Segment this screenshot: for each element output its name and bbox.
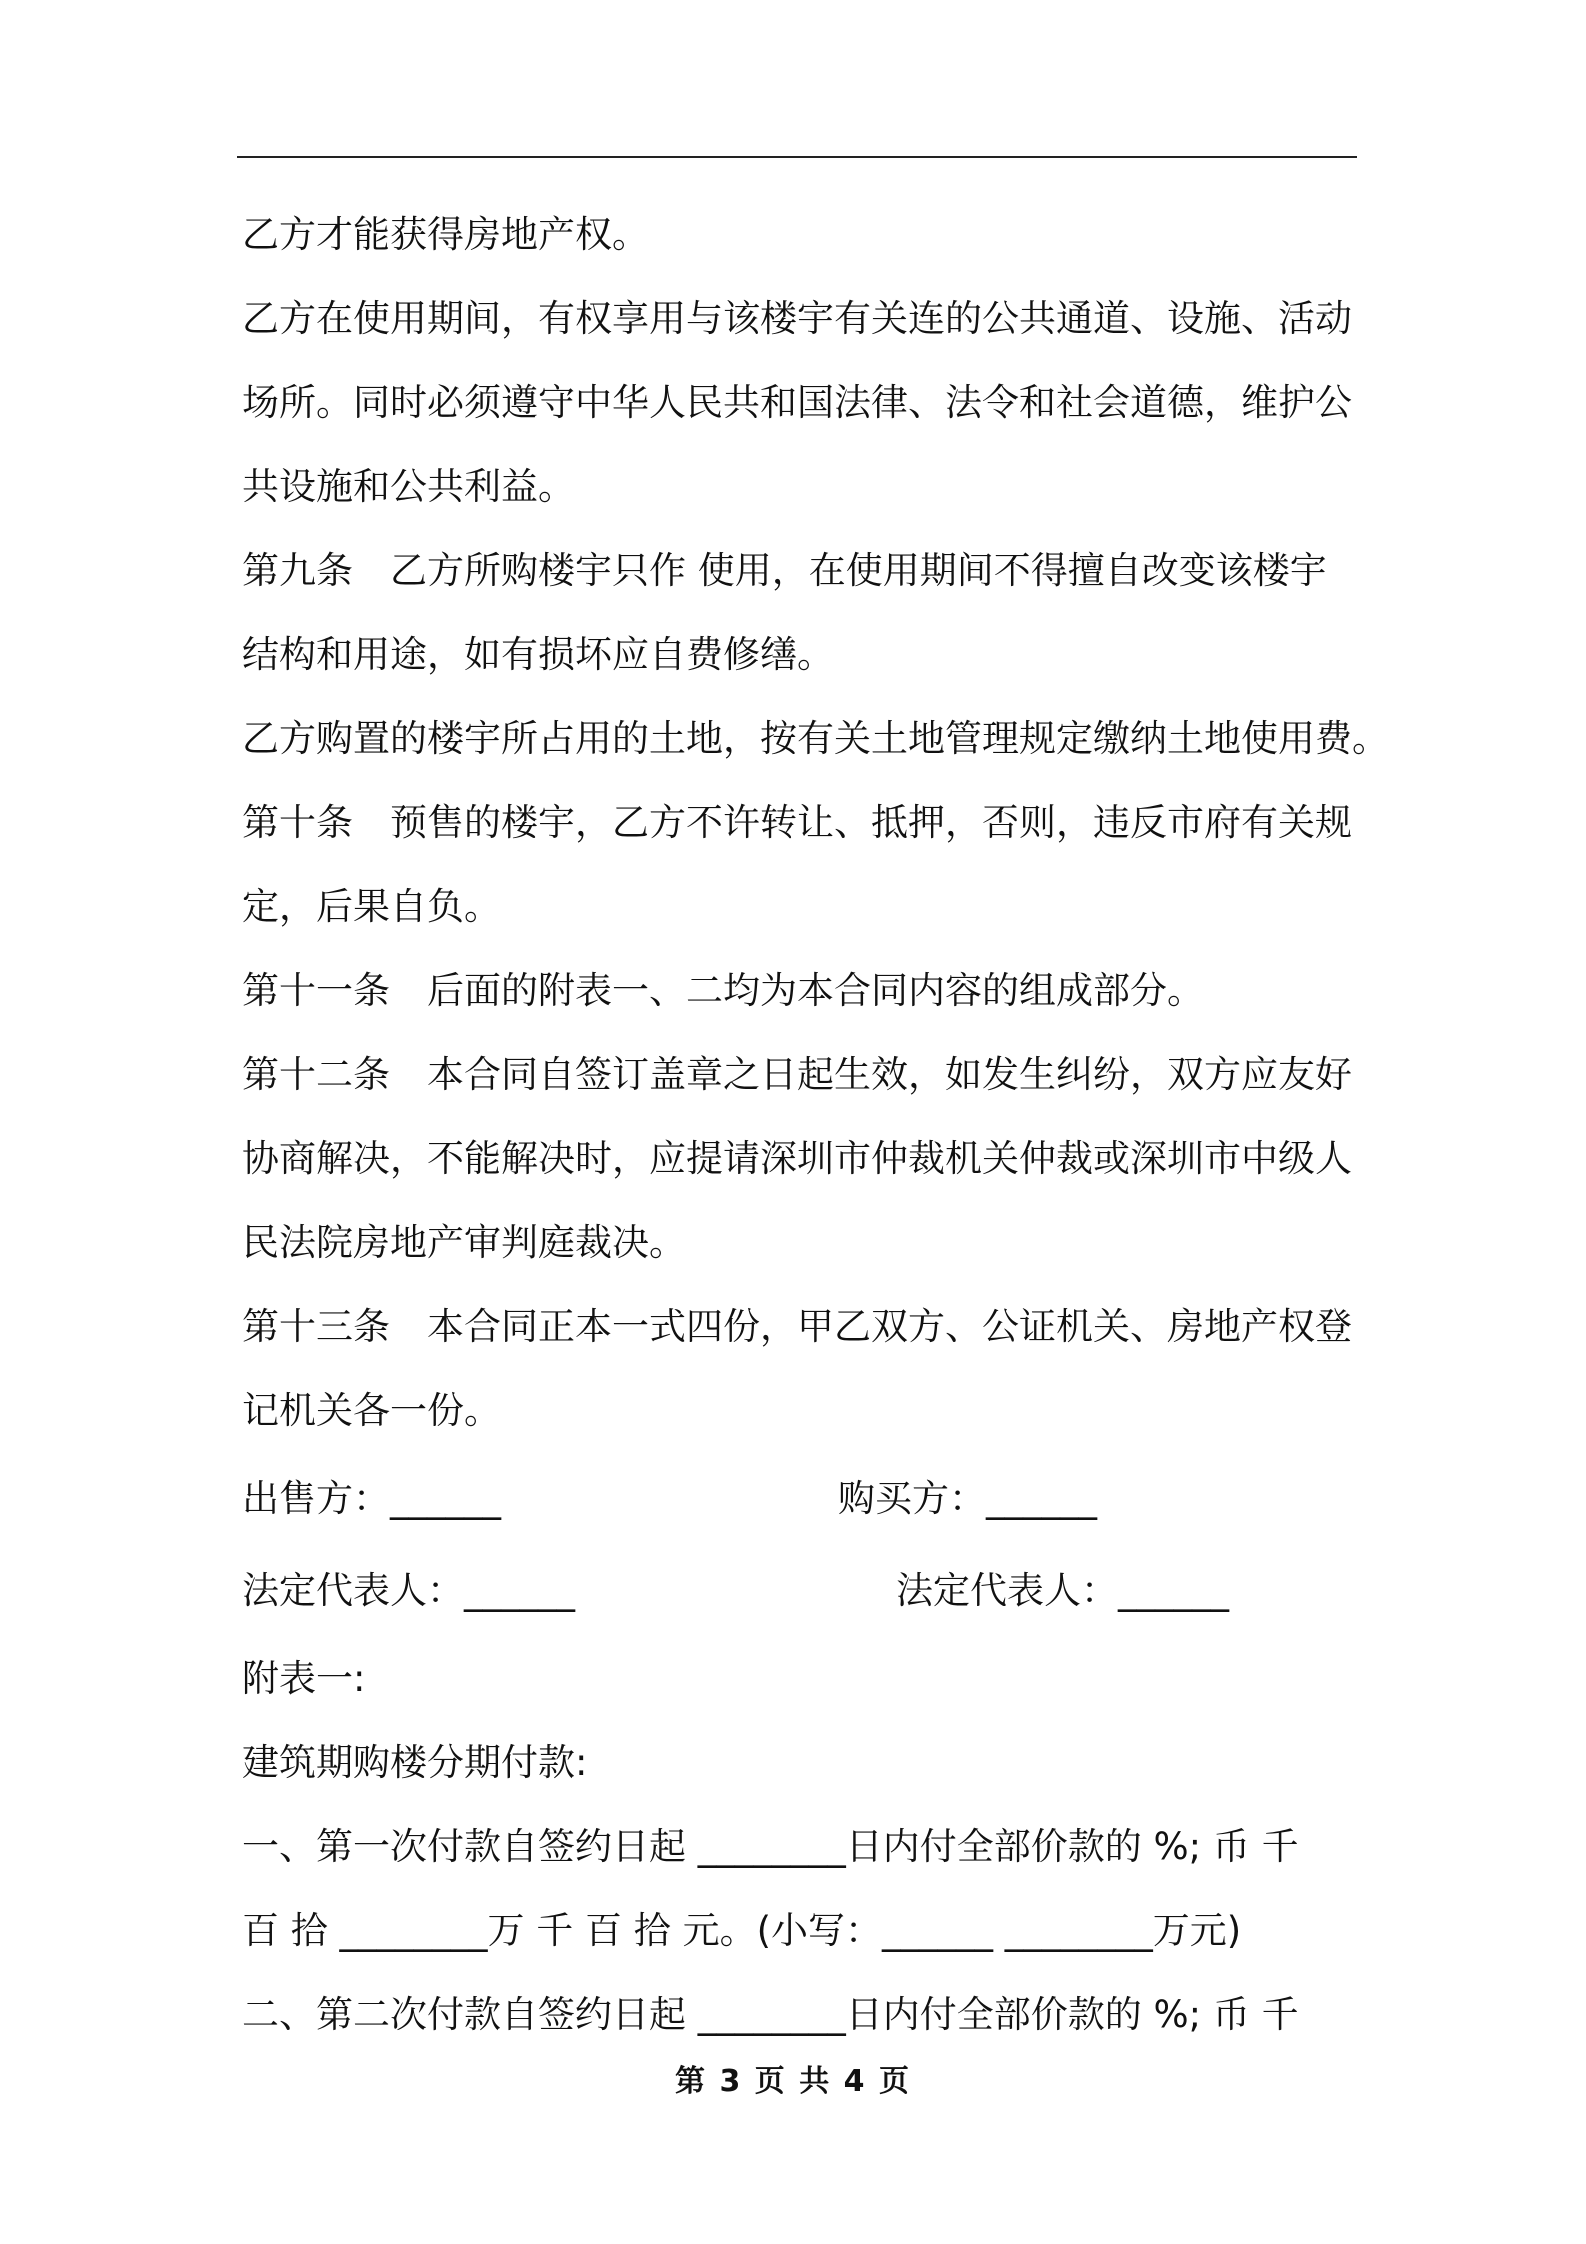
signature-row-representatives [242,1545,1372,1637]
article-11-line: 第十一条 后面的附表一、二均为本合同内容的组成部分。 [242,969,1204,1012]
buyer-signature-field: 购买方：______ [838,1477,1097,1520]
paragraph-line: 结构和用途，如有损坏应自费修缮。 [242,633,834,676]
article-9-line: 第九条 乙方所购楼宇只作 使用，在使用期间不得擅自改变该楼宇 [242,549,1327,592]
paragraph-line: 民法院房地产审判庭裁决。 [242,1221,686,1264]
paragraph-line: 乙方购置的楼宇所占用的土地，按有关土地管理规定缴纳土地使用费。 [242,717,1389,760]
seller-signature-field: 出售方：______ [242,1477,501,1520]
appendix-subtitle: 建筑期购楼分期付款: [242,1741,588,1784]
seller-representative-field: 法定代表人：______ [242,1569,575,1612]
page-number-footer: 第 3 页 共 4 页 [675,2064,911,2099]
signature-row-parties [242,1453,1372,1545]
payment-1-line-1: 一、第一次付款自签约日起 ________日内付全部价款的 %; 币 千 [242,1825,1299,1868]
article-12-line: 第十二条 本合同自签订盖章之日起生效，如发生纠纷，双方应友好 [242,1053,1352,1096]
paragraph-line: 场所。同时必须遵守中华人民共和国法律、法令和社会道德，维护公 [242,381,1352,424]
document-body [242,193,1389,2057]
payment-2-line-1: 二、第二次付款自签约日起 ________日内付全部价款的 %; 币 千 [242,1993,1299,2036]
paragraph-line: 记机关各一份。 [242,1389,501,1432]
buyer-representative-field: 法定代表人：______ [896,1569,1229,1612]
header-rule [237,156,1357,158]
paragraph-line: 定，后果自负。 [242,885,501,928]
article-13-line: 第十三条 本合同正本一式四份，甲乙双方、公证机关、房地产权登 [242,1305,1352,1348]
paragraph-line: 乙方才能获得房地产权。 [242,213,649,256]
paragraph-line: 共设施和公共利益。 [242,465,575,508]
paragraph-line: 乙方在使用期间，有权享用与该楼宇有关连的公共通道、设施、活动 [242,297,1352,340]
appendix-title: 附表一: [242,1657,366,1700]
paragraph-line: 协商解决，不能解决时，应提请深圳市仲裁机关仲裁或深圳市中级人 [242,1137,1352,1180]
article-10-line: 第十条 预售的楼宇，乙方不许转让、抵押，否则，违反市府有关规 [242,801,1352,844]
payment-1-line-2: 百 拾 ________万 千 百 拾 元。(小写：______ ________万元) [242,1909,1242,1952]
